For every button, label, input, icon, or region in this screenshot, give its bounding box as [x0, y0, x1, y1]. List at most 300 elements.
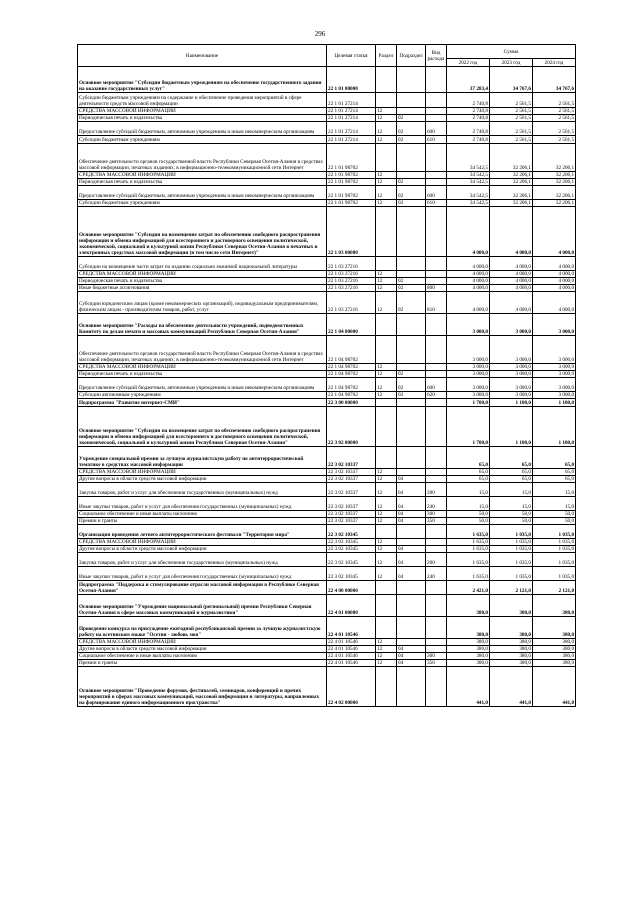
row-name: Учреждение специальной премии за лучшую журналистскую работу по антитеррористической тематике в средствах массовой информации	[78, 447, 327, 469]
table-row	[78, 257, 576, 271]
row-section: 12	[376, 172, 397, 179]
row-section: 12	[376, 567, 397, 581]
row-section	[376, 617, 397, 639]
row-subsection	[397, 399, 426, 407]
table-row	[78, 172, 576, 179]
row-name: Другие вопросы в области средств массовой информации	[78, 546, 327, 553]
row-sum-2023: 3 000,0	[490, 392, 533, 399]
row-expense-type	[426, 278, 447, 285]
row-section: 12	[376, 392, 397, 399]
row-sum-2024: 32 206,1	[533, 179, 576, 186]
row-section: 12	[376, 497, 397, 511]
row-subsection	[397, 364, 426, 371]
row-sum-2024: 32 206,1	[533, 144, 576, 172]
row-subsection	[397, 67, 426, 93]
row-name: Премии и гранты	[78, 660, 327, 667]
table-row	[78, 646, 576, 653]
table-row	[78, 186, 576, 200]
row-subsection: 04	[397, 546, 426, 553]
row-subsection	[397, 257, 426, 271]
row-expense-type	[426, 399, 447, 407]
header-expense-type: Вид расхода	[426, 45, 447, 67]
row-name: Иные закупки товаров, работ и услуг для обеспечения государственных (муниципальных) нужд	[78, 567, 327, 581]
row-name: Проведение конкурса на присуждение ежегодной республиканской премии за лучшую журналистскую работу на осетинском языке "Осетия - любовь моя"	[78, 617, 327, 639]
row-name: Субсидии юридическим лицам (кроме некоммерческих организаций), индивидуальным предпринимателям, физическим лицам - производителям товаров, работ, услуг	[78, 292, 327, 314]
row-code: 22 1 04 98702	[327, 371, 376, 378]
table-row	[78, 667, 576, 707]
row-sum-2022: 34 542,5	[447, 186, 490, 200]
row-name: Предоставление субсидий бюджетным, автономным учреждениям и иным некоммерческим организациям	[78, 186, 327, 200]
row-sum-2022: 380,0	[447, 653, 490, 660]
row-sum-2024: 2 561,5	[533, 93, 576, 108]
row-code: 22 4 01 10546	[327, 639, 376, 646]
row-sum-2022: 1 635,0	[447, 546, 490, 553]
row-expense-type: 300	[426, 511, 447, 518]
row-sum-2024: 32 206,1	[533, 186, 576, 200]
row-name: Периодическая печать и издательства	[78, 371, 327, 378]
row-subsection	[397, 336, 426, 364]
table-row	[78, 144, 576, 172]
table-row	[78, 595, 576, 617]
row-section: 12	[376, 378, 397, 392]
row-expense-type: 610	[426, 200, 447, 207]
row-name: Основное мероприятие "Расходы на обеспечение деятельности учреждений, подведомственных Комитету по делам печати и массовых коммуникаций Республики Северная Осетия-Алания"	[78, 314, 327, 336]
row-expense-type	[426, 257, 447, 271]
row-section: 12	[376, 660, 397, 667]
row-subsection: 04	[397, 646, 426, 653]
row-subsection: 02	[397, 278, 426, 285]
row-sum-2022: 50,0	[447, 518, 490, 525]
row-code: 22 1 01 27214	[327, 122, 376, 136]
row-expense-type	[426, 207, 447, 257]
row-expense-type	[426, 546, 447, 553]
table-row	[78, 581, 576, 595]
row-subsection	[397, 172, 426, 179]
row-name: Социальное обеспечение и иные выплаты населению	[78, 653, 327, 660]
row-sum-2022: 3 000,0	[447, 314, 490, 336]
table-row	[78, 407, 576, 447]
row-sum-2023: 2 121,0	[490, 581, 533, 595]
row-sum-2023: 1 035,0	[490, 553, 533, 567]
row-expense-type	[426, 144, 447, 172]
row-expense-type	[426, 115, 447, 122]
row-sum-2024: 380,0	[533, 660, 576, 667]
row-name: Основное мероприятие "Субсидии на возмещение затрат по обеспечению свободного распространения информации и обмена информацией для всестороннего и достоверного освещения политической, экономической, социальной и культурной жизни Республики Северная Осетия-Алания в печатных и электронных средствах массовой информации (в том числе сети Интернет)"	[78, 207, 327, 257]
row-sum-2022: 2 740,8	[447, 136, 490, 144]
header-year-2023: 2023 год	[490, 59, 533, 67]
table-row	[78, 518, 576, 525]
row-code: 22 3 02 10345	[327, 567, 376, 581]
table-row	[78, 271, 576, 278]
row-sum-2024: 4 000,0	[533, 257, 576, 271]
row-subsection	[397, 447, 426, 469]
row-sum-2022: 15,0	[447, 497, 490, 511]
row-sum-2023: 2 561,5	[490, 122, 533, 136]
row-subsection: 04	[397, 567, 426, 581]
row-sum-2023: 1 035,0	[490, 525, 533, 539]
row-sum-2023: 380,0	[490, 660, 533, 667]
row-sum-2024: 3 000,0	[533, 364, 576, 371]
row-code: 22 1 01 27214	[327, 93, 376, 108]
table-row	[78, 546, 576, 553]
row-code: 22 3 02 10345	[327, 553, 376, 567]
row-section	[376, 207, 397, 257]
row-subsection: 02	[397, 186, 426, 200]
table-row	[78, 567, 576, 581]
row-sum-2022: 380,0	[447, 595, 490, 617]
row-subsection	[397, 469, 426, 476]
row-sum-2024: 2 561,5	[533, 108, 576, 115]
row-code: 22 1 04 00000	[327, 314, 376, 336]
row-code: 22 3 02 10337	[327, 447, 376, 469]
row-sum-2023: 380,0	[490, 595, 533, 617]
row-name: Субсидии бюджетным учреждениям	[78, 136, 327, 144]
row-subsection	[397, 144, 426, 172]
row-code: 22 1 04 98702	[327, 336, 376, 364]
row-sum-2023: 380,0	[490, 646, 533, 653]
row-code: 22 3 02 10337	[327, 469, 376, 476]
row-section: 12	[376, 285, 397, 292]
row-name: Субсидии бюджетным учреждениям	[78, 200, 327, 207]
row-section	[376, 257, 397, 271]
row-subsection: 02	[397, 179, 426, 186]
table-row	[78, 660, 576, 667]
row-sum-2023: 15,0	[490, 497, 533, 511]
row-section: 12	[376, 539, 397, 546]
row-sum-2023: 15,0	[490, 483, 533, 497]
row-name: Субсидии автономным учреждениям	[78, 392, 327, 399]
row-sum-2024: 1 100,0	[533, 407, 576, 447]
row-sum-2024: 2 121,0	[533, 581, 576, 595]
row-subsection	[397, 108, 426, 115]
row-code: 22 3 02 10337	[327, 511, 376, 518]
row-sum-2023: 32 206,1	[490, 172, 533, 179]
row-sum-2023: 32 206,1	[490, 179, 533, 186]
row-sum-2023: 380,0	[490, 639, 533, 646]
row-subsection	[397, 207, 426, 257]
row-code: 22 4 01 00000	[327, 595, 376, 617]
header-year-2022: 2022 год	[447, 59, 490, 67]
row-expense-type: 240	[426, 497, 447, 511]
row-sum-2022: 1 700,0	[447, 407, 490, 447]
table-row	[78, 179, 576, 186]
row-code: 22 1 04 98702	[327, 364, 376, 371]
row-expense-type: 600	[426, 122, 447, 136]
row-sum-2024: 65,0	[533, 469, 576, 476]
row-subsection: 04	[397, 497, 426, 511]
row-name: Подпрограмма "Поддержка и стимулирование отрасли массовой информации в Республике Северная Осетия-Алания"	[78, 581, 327, 595]
row-code: 22 3 00 00000	[327, 399, 376, 407]
row-name: Основное мероприятие "Субсидии бюджетным учреждениям на обеспечение государственного задания на оказание государственных услуг"	[78, 67, 327, 93]
row-section: 12	[376, 511, 397, 518]
row-sum-2024: 3 000,0	[533, 378, 576, 392]
row-code: 22 1 03 27216	[327, 278, 376, 285]
row-sum-2023: 3 000,0	[490, 314, 533, 336]
row-code: 22 3 02 10345	[327, 539, 376, 546]
row-sum-2023: 3 000,0	[490, 364, 533, 371]
row-name: Субсидии на возмещение части затрат по изданию социально значимой национальной литературы	[78, 257, 327, 271]
row-subsection: 02	[397, 136, 426, 144]
row-subsection: 04	[397, 518, 426, 525]
row-code: 22 3 02 00000	[327, 407, 376, 447]
row-sum-2023: 3 000,0	[490, 371, 533, 378]
row-section: 12	[376, 186, 397, 200]
row-name: Другие вопросы в области средств массовой информации	[78, 646, 327, 653]
row-section: 12	[376, 136, 397, 144]
row-sum-2023: 3 000,0	[490, 336, 533, 364]
row-subsection: 02	[397, 378, 426, 392]
row-name: Периодическая печать и издательства	[78, 278, 327, 285]
table-row	[78, 278, 576, 285]
row-subsection: 02	[397, 292, 426, 314]
row-sum-2022: 4 000,0	[447, 278, 490, 285]
row-expense-type	[426, 314, 447, 336]
row-section: 12	[376, 469, 397, 476]
row-name: СРЕДСТВА МАССОВОЙ ИНФОРМАЦИИ	[78, 108, 327, 115]
row-section: 12	[376, 518, 397, 525]
row-code: 22 1 04 98702	[327, 378, 376, 392]
row-sum-2024: 50,0	[533, 518, 576, 525]
row-subsection	[397, 407, 426, 447]
row-subsection	[397, 581, 426, 595]
row-sum-2024: 34 767,6	[533, 67, 576, 93]
row-sum-2024: 3 000,0	[533, 392, 576, 399]
row-expense-type	[426, 371, 447, 378]
row-name: СРЕДСТВА МАССОВОЙ ИНФОРМАЦИИ	[78, 172, 327, 179]
row-section: 12	[376, 271, 397, 278]
table-body	[78, 67, 576, 707]
row-sum-2024: 2 561,5	[533, 136, 576, 144]
row-sum-2022: 34 542,5	[447, 172, 490, 179]
row-sum-2022: 380,0	[447, 639, 490, 646]
row-sum-2024: 380,0	[533, 639, 576, 646]
row-subsection	[397, 617, 426, 639]
row-sum-2024: 50,0	[533, 511, 576, 518]
row-sum-2022: 1 635,0	[447, 525, 490, 539]
row-sum-2024: 1 035,0	[533, 539, 576, 546]
row-section	[376, 399, 397, 407]
row-section	[376, 407, 397, 447]
row-code: 22 3 02 10337	[327, 476, 376, 483]
row-section: 12	[376, 200, 397, 207]
row-expense-type	[426, 271, 447, 278]
row-code: 22 4 01 10546	[327, 617, 376, 639]
row-expense-type: 200	[426, 483, 447, 497]
row-sum-2023: 380,0	[490, 617, 533, 639]
row-name: СРЕДСТВА МАССОВОЙ ИНФОРМАЦИИ	[78, 539, 327, 546]
row-expense-type	[426, 667, 447, 707]
row-code: 22 4 01 10546	[327, 660, 376, 667]
row-sum-2024: 1 035,0	[533, 525, 576, 539]
row-sum-2024: 1 035,0	[533, 546, 576, 553]
row-expense-type	[426, 172, 447, 179]
row-code: 22 3 02 10345	[327, 525, 376, 539]
row-sum-2024: 4 000,0	[533, 285, 576, 292]
row-expense-type	[426, 476, 447, 483]
row-expense-type	[426, 108, 447, 115]
row-subsection: 02	[397, 200, 426, 207]
row-section: 12	[376, 371, 397, 378]
row-sum-2023: 65,0	[490, 447, 533, 469]
row-sum-2024: 3 000,0	[533, 314, 576, 336]
row-code: 22 3 02 10345	[327, 546, 376, 553]
row-sum-2023: 2 561,5	[490, 108, 533, 115]
row-subsection: 02	[397, 392, 426, 399]
row-sum-2023: 32 206,1	[490, 200, 533, 207]
row-name: Другие вопросы в области средств массовой информации	[78, 476, 327, 483]
row-name: Закупка товаров, работ и услуг для обеспечения государственных (муниципальных) нужд	[78, 553, 327, 567]
header-year-2024: 2024 год	[533, 59, 576, 67]
row-section	[376, 336, 397, 364]
row-sum-2024: 15,0	[533, 497, 576, 511]
header-code: Целевая статья	[327, 45, 376, 67]
row-name: Предоставление субсидий бюджетным, автономным учреждениям и иным некоммерческим организациям	[78, 378, 327, 392]
row-section: 12	[376, 546, 397, 553]
row-code: 22 1 01 98702	[327, 186, 376, 200]
row-sum-2024: 65,0	[533, 476, 576, 483]
row-expense-type	[426, 581, 447, 595]
row-code: 22 3 02 10337	[327, 497, 376, 511]
row-sum-2022: 380,0	[447, 660, 490, 667]
row-sum-2022: 65,0	[447, 476, 490, 483]
row-sum-2024: 4 000,0	[533, 271, 576, 278]
row-sum-2023: 1 100,0	[490, 399, 533, 407]
row-section	[376, 595, 397, 617]
row-code: 22 1 03 27216	[327, 271, 376, 278]
row-expense-type	[426, 639, 447, 646]
row-code: 22 1 04 98702	[327, 392, 376, 399]
row-sum-2022: 2 421,0	[447, 581, 490, 595]
row-expense-type: 610	[426, 136, 447, 144]
row-name: СРЕДСТВА МАССОВОЙ ИНФОРМАЦИИ	[78, 271, 327, 278]
table-row	[78, 447, 576, 469]
row-sum-2023: 1 035,0	[490, 546, 533, 553]
table-row	[78, 476, 576, 483]
row-section	[376, 525, 397, 539]
row-subsection	[397, 525, 426, 539]
row-sum-2024: 65,0	[533, 447, 576, 469]
row-section: 12	[376, 476, 397, 483]
row-subsection: 04	[397, 476, 426, 483]
row-sum-2023: 4 000,0	[490, 271, 533, 278]
table-row	[78, 469, 576, 476]
table-row	[78, 336, 576, 364]
row-subsection	[397, 271, 426, 278]
row-expense-type: 350	[426, 660, 447, 667]
row-name: Организация проведения летнего антитеррористического фестиваля "Территория мира"	[78, 525, 327, 539]
row-sum-2024: 4 000,0	[533, 292, 576, 314]
row-sum-2022: 2 740,8	[447, 93, 490, 108]
row-name: Иные бюджетные ассигнования	[78, 285, 327, 292]
row-sum-2022: 34 542,5	[447, 179, 490, 186]
row-expense-type: 600	[426, 378, 447, 392]
table-row	[78, 539, 576, 546]
row-sum-2023: 2 561,5	[490, 115, 533, 122]
row-code: 22 1 01 98702	[327, 200, 376, 207]
table-row	[78, 392, 576, 399]
row-code: 22 1 03 27216	[327, 292, 376, 314]
row-subsection: 02	[397, 371, 426, 378]
row-expense-type: 200	[426, 553, 447, 567]
row-expense-type	[426, 617, 447, 639]
row-sum-2022: 15,0	[447, 483, 490, 497]
table-row	[78, 399, 576, 407]
row-subsection: 04	[397, 553, 426, 567]
table-row	[78, 108, 576, 115]
row-sum-2023: 4 000,0	[490, 278, 533, 285]
row-sum-2024: 3 000,0	[533, 336, 576, 364]
row-name: Подпрограмма "Развитие интернет-СМИ"	[78, 399, 327, 407]
row-sum-2022: 4 000,0	[447, 271, 490, 278]
row-name: СРЕДСТВА МАССОВОЙ ИНФОРМАЦИИ	[78, 364, 327, 371]
row-section	[376, 67, 397, 93]
row-name: Премии и гранты	[78, 518, 327, 525]
row-sum-2024: 32 206,1	[533, 172, 576, 179]
row-sum-2024: 15,0	[533, 483, 576, 497]
row-code: 22 1 01 98702	[327, 144, 376, 172]
row-subsection	[397, 93, 426, 108]
row-code: 22 3 02 10337	[327, 518, 376, 525]
table-header	[78, 45, 576, 67]
table-row	[78, 285, 576, 292]
row-code: 22 4 01 10546	[327, 653, 376, 660]
row-sum-2024: 1 035,0	[533, 553, 576, 567]
row-section	[376, 144, 397, 172]
row-sum-2022: 2 740,8	[447, 115, 490, 122]
table-row	[78, 200, 576, 207]
row-name: Обеспечение деятельности органов государственной власти Республики Северная Осетия-Алания в средствах массовой информации, печатных изданиях, в информационно-телекоммуникационной сети Интернет	[78, 336, 327, 364]
table-row	[78, 617, 576, 639]
row-code: 22 4 00 00000	[327, 581, 376, 595]
row-sum-2023: 2 561,5	[490, 136, 533, 144]
row-sum-2022: 37 283,4	[447, 67, 490, 93]
table-row	[78, 371, 576, 378]
row-code: 22 1 01 98702	[327, 172, 376, 179]
row-name: Иные закупки товаров, работ и услуг для обеспечения государственных (муниципальных) нужд	[78, 497, 327, 511]
row-sum-2023: 3 000,0	[490, 378, 533, 392]
row-name: СРЕДСТВА МАССОВОЙ ИНФОРМАЦИИ	[78, 469, 327, 476]
row-name: Периодическая печать и издательства	[78, 115, 327, 122]
row-section	[376, 447, 397, 469]
row-sum-2022: 3 000,0	[447, 378, 490, 392]
row-sum-2022: 34 542,5	[447, 200, 490, 207]
row-expense-type	[426, 179, 447, 186]
row-expense-type: 800	[426, 285, 447, 292]
row-sum-2022: 441,0	[447, 667, 490, 707]
row-sum-2022: 65,0	[447, 469, 490, 476]
row-expense-type	[426, 525, 447, 539]
row-section: 12	[376, 122, 397, 136]
row-expense-type	[426, 447, 447, 469]
row-sum-2023: 34 767,6	[490, 67, 533, 93]
row-sum-2024: 32 206,1	[533, 200, 576, 207]
row-section	[376, 93, 397, 108]
row-expense-type: 600	[426, 186, 447, 200]
row-expense-type: 350	[426, 518, 447, 525]
table-row	[78, 314, 576, 336]
row-sum-2022: 2 740,8	[447, 122, 490, 136]
row-sum-2024: 4 000,0	[533, 207, 576, 257]
row-sum-2022: 34 542,5	[447, 144, 490, 172]
table-row	[78, 364, 576, 371]
row-section: 12	[376, 553, 397, 567]
row-subsection	[397, 539, 426, 546]
row-sum-2022: 3 000,0	[447, 336, 490, 364]
row-code: 22 1 01 27214	[327, 115, 376, 122]
row-section	[376, 667, 397, 707]
row-expense-type	[426, 93, 447, 108]
row-sum-2022: 3 000,0	[447, 371, 490, 378]
